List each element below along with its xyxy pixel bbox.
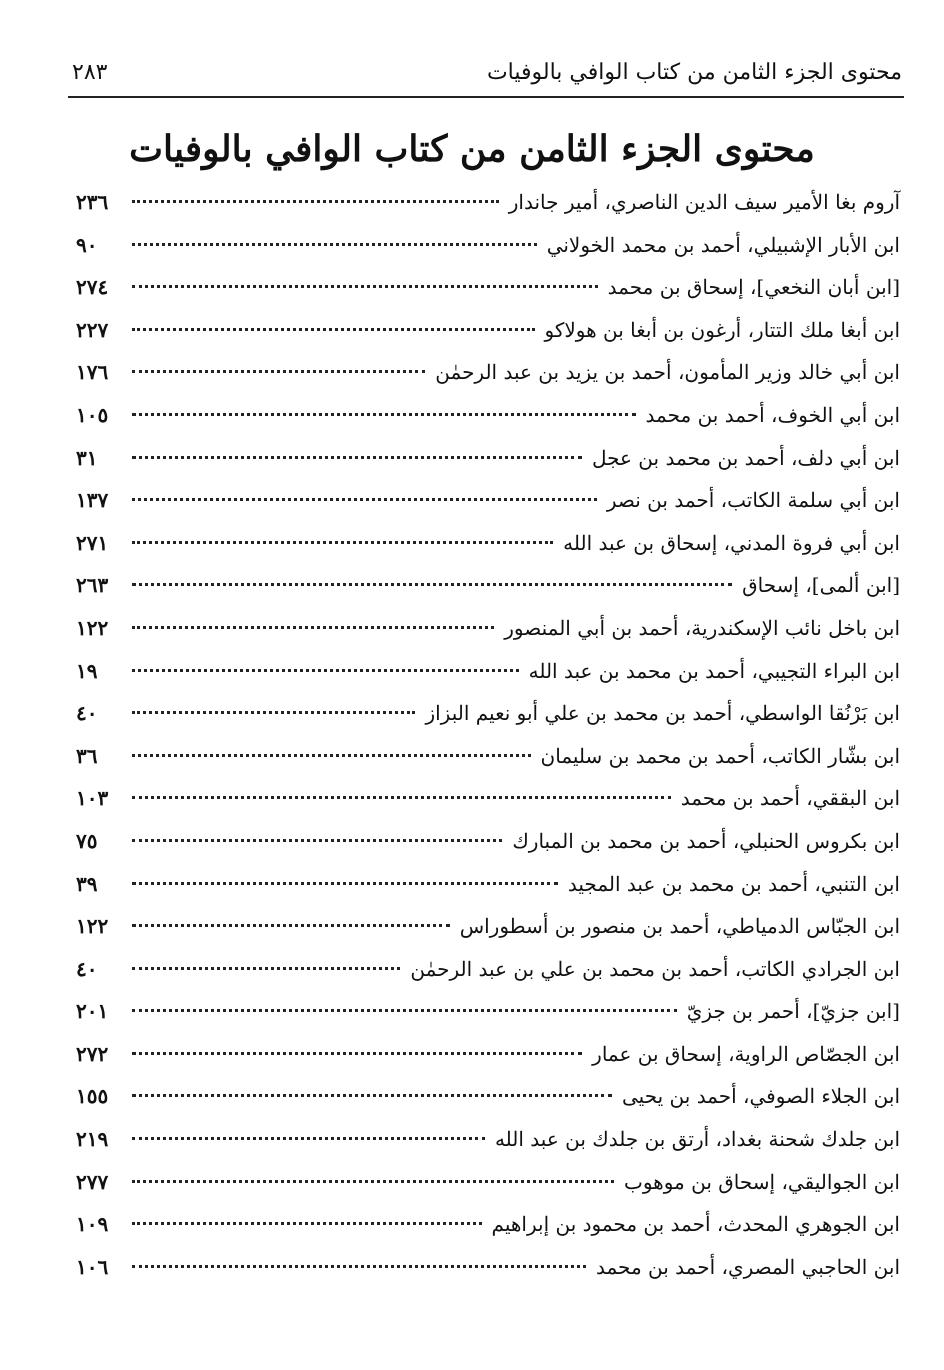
- dot-leader: [132, 711, 415, 714]
- entry-title: ابن أبي خالد وزير المأمون، أحمد بن يزيد بن عبد الرحمٰن: [435, 360, 900, 385]
- toc-entry: [76, 488, 900, 531]
- dot-leader: [132, 967, 400, 970]
- toc-entry: [76, 1084, 900, 1127]
- entry-page-number: ١٧٦: [76, 360, 109, 385]
- entry-title: ابن الجصّاص الراوية، إسحاق بن عمار: [592, 1041, 900, 1066]
- entry-title: ابن أبي الخوف، أحمد بن محمد: [645, 402, 900, 427]
- entry-title: ابن أبي سلمة الكاتب، أحمد بن نصر: [606, 488, 900, 513]
- entry-title: ابن جلدك شحنة بغداد، أرتق بن جلدك بن عبد الله: [494, 1127, 900, 1152]
- dot-leader: [132, 413, 636, 416]
- toc-entry: [76, 318, 900, 361]
- dot-leader: [132, 1265, 586, 1268]
- dot-leader: [132, 285, 598, 288]
- dot-leader: [132, 370, 425, 373]
- dot-leader: [132, 796, 671, 799]
- entry-title: ابن الجواليقي، إسحاق بن موهوب: [624, 1169, 900, 1194]
- toc-entry: [76, 446, 900, 489]
- entry-title: آروم بغا الأمير سيف الدين الناصري، أمير جاندار: [508, 190, 900, 214]
- entry-page-number: ١٢٢: [76, 615, 109, 640]
- entry-title: ابن البراء التجيبي، أحمد بن محمد بن عبد الله: [528, 658, 900, 683]
- toc-entry: [76, 573, 900, 616]
- dot-leader: [132, 1052, 582, 1055]
- entry-page-number: ٣١: [76, 445, 98, 470]
- dot-leader: [132, 200, 499, 203]
- entry-title: ابن الأبار الإشبيلي، أحمد بن محمد الخولاني: [546, 232, 900, 257]
- dot-leader: [132, 541, 553, 544]
- dot-leader: [132, 243, 537, 246]
- entry-title: ابن أبغا ملك التتار، أرغون بن أبغا بن هولاكو: [544, 317, 900, 342]
- entry-page-number: ٤٠: [76, 956, 98, 981]
- entry-title: ابن أبي فروة المدني، إسحاق بن عبد الله: [563, 530, 900, 555]
- toc-entry: [76, 616, 900, 659]
- page-title: محتوى الجزء الثامن من كتاب الوافي بالوفيات: [129, 128, 815, 170]
- entry-page-number: ٢٧٢: [76, 1041, 109, 1066]
- dot-leader: [132, 924, 450, 927]
- entry-page-number: ٢٧٧: [76, 1169, 109, 1194]
- dot-leader: [132, 583, 732, 586]
- toc-entry: [76, 360, 900, 403]
- entry-title: ابن بشّار الكاتب، أحمد بن محمد بن سليمان: [540, 743, 900, 768]
- entry-title: ابن الجبّاس الدمياطي، أحمد بن منصور بن أسطوراس: [459, 914, 900, 939]
- toc-entry: [76, 1212, 900, 1255]
- toc-entry: [76, 403, 900, 446]
- entry-page-number: ١٠٥: [76, 402, 109, 427]
- entry-title: ابن أبي دلف، أحمد بن محمد بن عجل: [591, 445, 900, 470]
- toc-entry: [76, 957, 900, 1000]
- entry-page-number: ٢٠١: [76, 999, 109, 1024]
- entry-title: ابن التنبي، أحمد بن محمد بن عبد المجيد: [567, 871, 900, 896]
- dot-leader: [132, 456, 582, 459]
- entry-page-number: ١٠٦: [76, 1254, 109, 1279]
- toc-entry: [76, 744, 900, 787]
- toc-entry: [76, 275, 900, 318]
- dot-leader: [132, 754, 531, 757]
- entry-page-number: ١٩: [76, 658, 98, 683]
- dot-leader: [132, 498, 597, 501]
- dot-leader: [132, 1009, 677, 1012]
- entry-page-number: ١٠٩: [76, 1212, 109, 1237]
- entry-page-number: ٢٣٦: [76, 190, 109, 214]
- entry-page-number: ١٠٣: [76, 786, 109, 811]
- dot-leader: [132, 626, 494, 629]
- toc-entry: [76, 190, 900, 233]
- dot-leader: [132, 1222, 482, 1225]
- toc-entry: [76, 531, 900, 574]
- dot-leader: [132, 839, 502, 842]
- entry-page-number: ٣٩: [76, 871, 98, 896]
- dot-leader: [132, 1094, 612, 1097]
- entry-title: ابن بَرْنُقا الواسطي، أحمد بن محمد بن علي أبو نعيم البزاز: [425, 701, 900, 726]
- dot-leader: [132, 1180, 614, 1183]
- toc-entry: [76, 786, 900, 829]
- entry-title: ابن باخل نائب الإسكندرية، أحمد بن أبي المنصور: [504, 615, 900, 640]
- entry-page-number: ١٢٢: [76, 914, 109, 939]
- entry-page-number: ١٥٥: [76, 1084, 109, 1109]
- entry-title: [ابن ألمى]، إسحاق: [742, 573, 900, 598]
- entry-page-number: ٧٥: [76, 828, 98, 853]
- entry-page-number: ٢٢٧: [76, 317, 109, 342]
- entry-title: ابن الجرادي الكاتب، أحمد بن محمد بن علي بن عبد الرحمٰن: [410, 956, 900, 981]
- dot-leader: [132, 1137, 485, 1140]
- header-rule: [68, 96, 904, 98]
- toc-entry: [76, 1127, 900, 1170]
- dot-leader: [132, 882, 558, 885]
- toc-entry: [76, 659, 900, 702]
- entry-title: ابن بكروس الحنبلي، أحمد بن محمد بن المبارك: [512, 828, 900, 853]
- toc-entry: [76, 1255, 900, 1298]
- toc-entry: [76, 829, 900, 872]
- entry-page-number: ٢١٩: [76, 1127, 109, 1152]
- toc-entry: [76, 914, 900, 957]
- running-header: [72, 52, 902, 92]
- entry-title: ابن الجلاء الصوفي، أحمد بن يحيى: [622, 1084, 900, 1109]
- page-number: ٢٨٣: [72, 59, 108, 85]
- entry-title: [ابن أبان النخعي]، إسحاق بن محمد: [607, 275, 900, 300]
- entry-page-number: ٢٧١: [76, 530, 109, 555]
- toc-entry: [76, 233, 900, 276]
- table-of-contents: [76, 190, 900, 1297]
- entry-page-number: ١٣٧: [76, 488, 109, 513]
- running-title: محتوى الجزء الثامن من كتاب الوافي بالوفيات: [486, 59, 902, 85]
- toc-entry: [76, 1170, 900, 1213]
- entry-title: ابن البققي، أحمد بن محمد: [680, 786, 900, 811]
- toc-entry: [76, 1042, 900, 1085]
- entry-title: ابن الحاجبي المصري، أحمد بن محمد: [595, 1254, 900, 1279]
- dot-leader: [132, 669, 519, 672]
- entry-page-number: ٣٦: [76, 743, 98, 768]
- entry-title: ابن الجوهري المحدث، أحمد بن محمود بن إبراهيم: [491, 1212, 900, 1237]
- entry-page-number: ٩٠: [76, 232, 98, 257]
- entry-page-number: ٤٠: [76, 701, 98, 726]
- toc-entry: [76, 999, 900, 1042]
- entry-page-number: ٢٦٣: [76, 573, 109, 598]
- entry-page-number: ٢٧٤: [76, 275, 109, 300]
- toc-entry: [76, 872, 900, 915]
- entry-title: [ابن جزيّ]، أحمر بن جزيّ: [686, 999, 900, 1024]
- dot-leader: [132, 328, 535, 331]
- toc-entry: [76, 701, 900, 744]
